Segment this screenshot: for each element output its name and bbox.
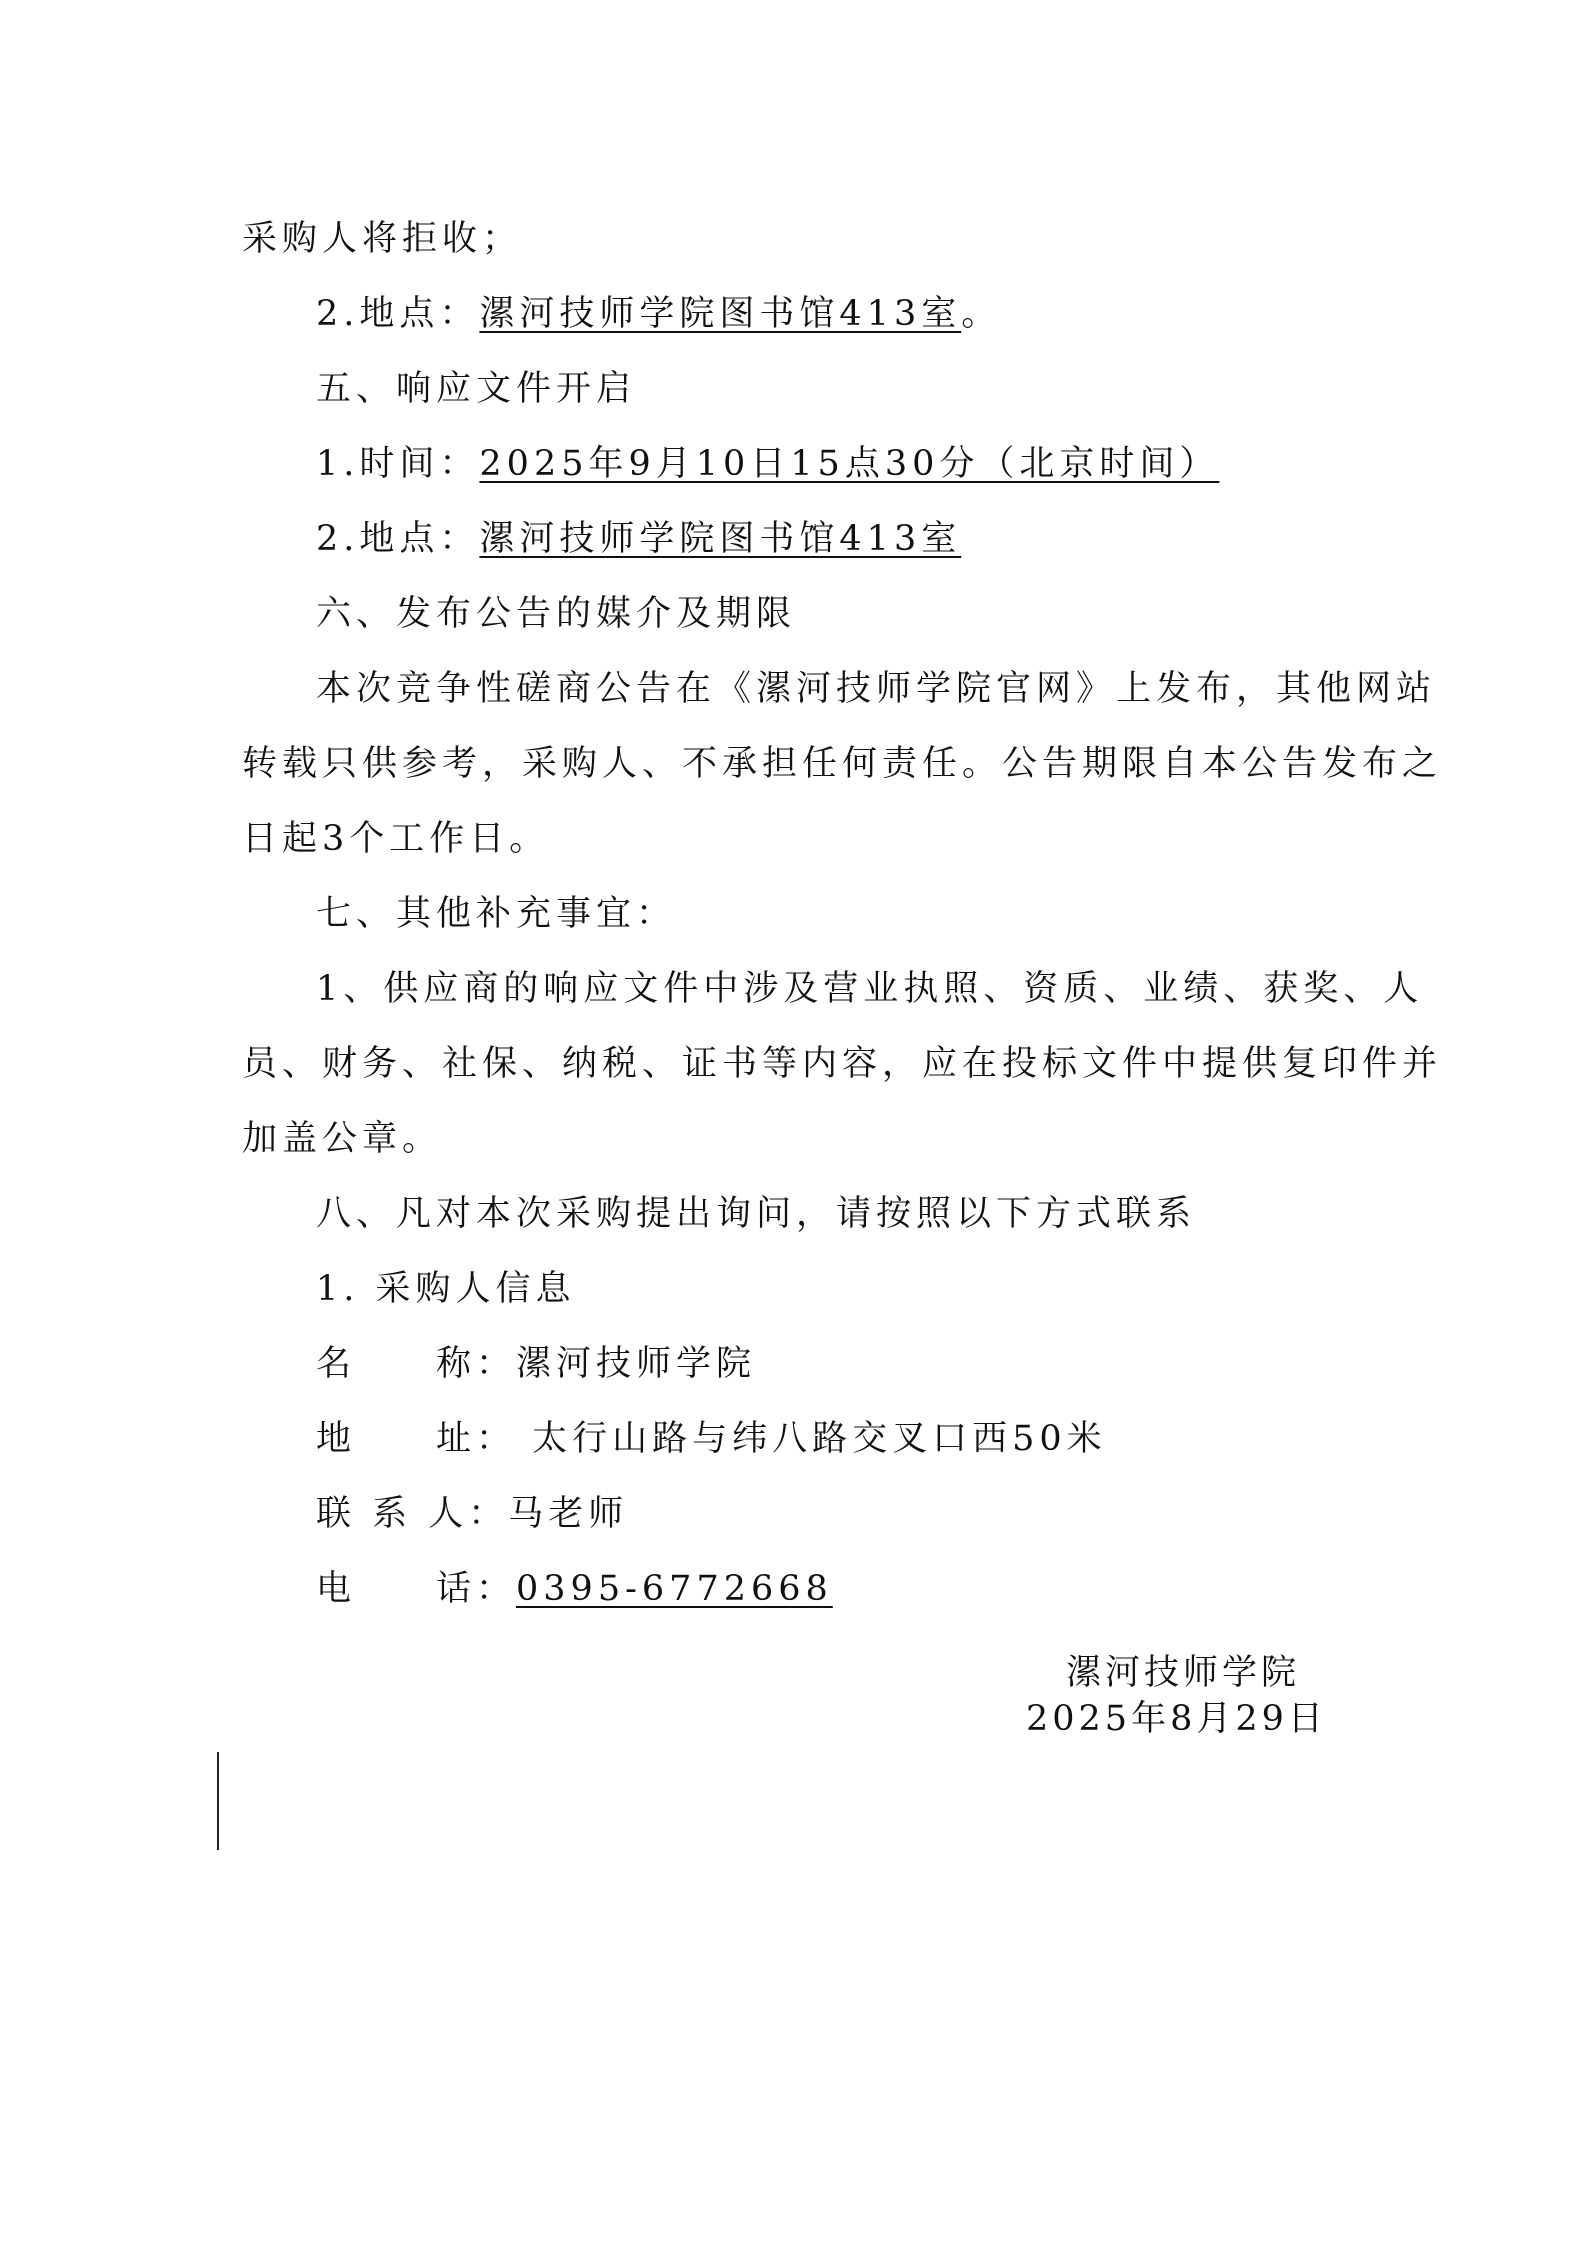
- opening-time-line: [316, 444, 1220, 484]
- section-5-heading: 五、响应文件开启: [316, 369, 637, 409]
- section-7-heading: 七、其他补充事宜：: [316, 894, 677, 934]
- submission-location-value: 漯河技师学院图书馆413室: [479, 294, 962, 334]
- section-7-line-3: 加盖公章。: [242, 1119, 443, 1159]
- section-6-line-2: 转载只供参考，采购人、不承担任何责任。公告期限自本公告发布之: [242, 744, 1443, 784]
- section-7-line-2: 员、财务、社保、纳税、证书等内容，应在投标文件中提供复印件并: [242, 1044, 1443, 1084]
- purchaser-name-value: 漯河技师学院: [516, 1344, 757, 1384]
- purchaser-phone-value: 0395-6772668: [516, 1569, 833, 1609]
- submission-location-line: [316, 294, 1002, 334]
- section-7-line-1: 1、供应商的响应文件中涉及营业执照、资质、业绩、获奖、人: [316, 969, 1424, 1009]
- section-6-line-1: 本次竞争性磋商公告在《漯河技师学院官网》上发布，其他网站: [316, 669, 1437, 709]
- margin-rule: [217, 1752, 219, 1850]
- opening-location-label: 2.地点：: [316, 519, 480, 559]
- purchaser-phone-label: 电 话：: [316, 1569, 517, 1609]
- opening-time-label: 1.时间：: [316, 444, 480, 484]
- signature-organization: 漯河技师学院: [1066, 1653, 1301, 1693]
- section-6-heading: 六、发布公告的媒介及期限: [316, 594, 797, 634]
- purchaser-name-label: 名 称：: [316, 1344, 517, 1384]
- purchaser-address-label: 地 址：: [316, 1419, 517, 1459]
- purchaser-contact-label: 联 系 人：: [316, 1494, 509, 1534]
- submission-location-end: 。: [961, 294, 1002, 334]
- section-8-heading: 八、凡对本次采购提出询问，请按照以下方式联系: [316, 1194, 1197, 1234]
- opening-location-line: [316, 519, 962, 559]
- purchaser-info-heading: 1. 采购人信息: [316, 1269, 576, 1309]
- opening-location-value: 漯河技师学院图书馆413室: [479, 519, 962, 559]
- purchaser-name-line: [316, 1344, 757, 1384]
- submission-location-label: 2.地点：: [316, 294, 480, 334]
- purchaser-contact-line: [316, 1494, 629, 1534]
- purchaser-address-line: [316, 1419, 1107, 1459]
- purchaser-address-value: 太行山路与纬八路交叉口西50米: [516, 1419, 1107, 1459]
- signature-date: 2025年8月29日: [1026, 1699, 1327, 1739]
- reject-clause: 采购人将拒收；: [242, 219, 523, 259]
- purchaser-phone-line: [316, 1569, 833, 1609]
- opening-time-value: 2025年9月10日15点30分（北京时间）: [479, 444, 1220, 484]
- purchaser-contact-value: 马老师: [508, 1494, 629, 1534]
- section-6-line-3: 日起3个工作日。: [242, 819, 550, 859]
